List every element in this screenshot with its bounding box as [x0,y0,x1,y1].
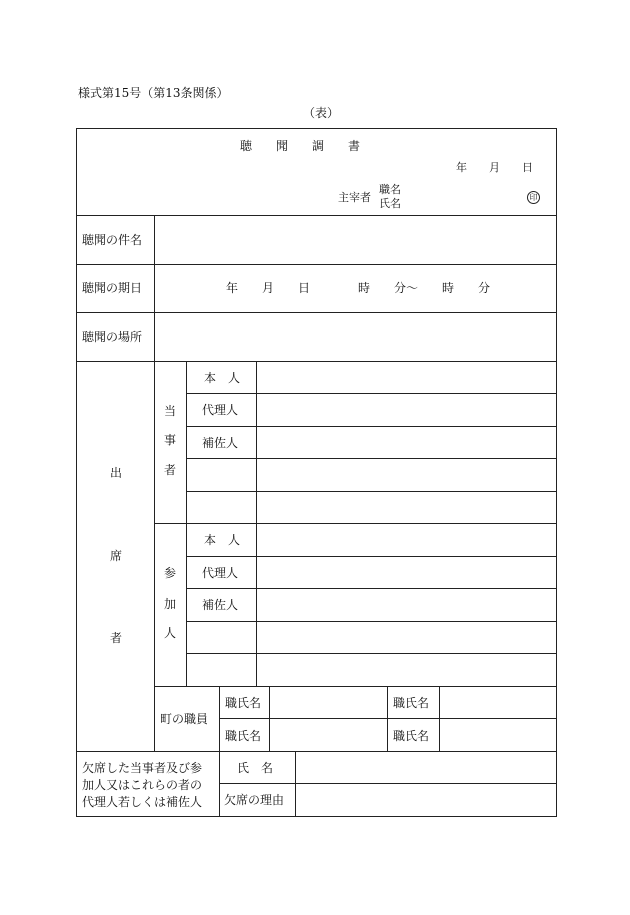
subject-field[interactable] [158,218,553,262]
subject-label: 聴聞の件名 [82,233,143,247]
absent-description-line: 代理人若しくは補佐人 [82,795,203,809]
staff-field-label: 職氏名 [393,729,430,743]
place-label: 聴聞の場所 [82,330,143,344]
chair-name-label: 氏名 [379,197,401,210]
attendees-heading-char: 席 [109,549,122,563]
place-field[interactable] [158,315,553,359]
participant-role-agent: 代理人 [202,566,239,580]
staff-field-label: 職氏名 [393,696,430,710]
participant-role-assistant: 補佐人 [202,598,239,612]
side-label: （表） [303,106,340,120]
parties-label-char: 当 [163,404,176,418]
participants-label-char: 加 [163,597,176,611]
participant-role-principal: 本 人 [204,533,241,547]
party-role-assistant: 補佐人 [202,436,239,450]
schedule-value[interactable]: 年 月 日 時 分～ 時 分 [226,281,491,295]
form-number: 様式第15号（第13条関係） [78,86,229,100]
attendees-heading-char: 者 [109,631,122,645]
participants-label-char: 人 [163,626,176,640]
absent-description-line: 欠席した当事者及び参 [82,761,203,775]
absent-description-line: 加人又はこれらの者の [82,778,203,792]
party-role-principal: 本 人 [204,371,241,385]
date-line: 年 月 日 [456,161,533,174]
town-staff-label: 町の職員 [160,712,209,726]
chair-post-label: 職名 [379,183,401,196]
form-title: 聴 聞 調 書 [240,139,361,153]
attendees-heading-char: 出 [109,466,122,480]
parties-label-char: 者 [163,463,176,477]
absent-reason-label: 欠席の理由 [224,793,285,807]
participants-label-char: 参 [163,566,176,580]
staff-field-label: 職氏名 [225,696,262,710]
absent-name-label: 氏 名 [237,761,274,775]
staff-field-label: 職氏名 [225,729,262,743]
chair-label: 主宰者 [338,191,371,204]
parties-label-char: 事 [163,433,176,447]
seal-mark: 印 [527,191,540,204]
party-role-agent: 代理人 [202,403,239,417]
schedule-label: 聴聞の期日 [82,281,143,295]
